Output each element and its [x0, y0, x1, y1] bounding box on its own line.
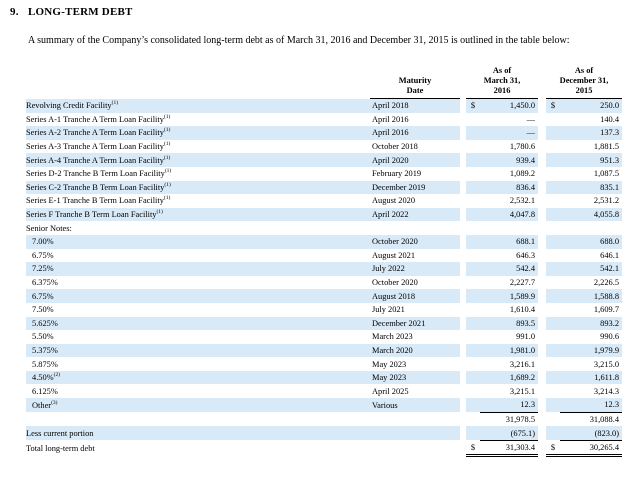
table-row — [26, 181, 622, 195]
footnote-marker: (1) — [163, 195, 171, 202]
row-dollar-2016: $ — [466, 99, 480, 113]
row-value-2016: 31,978.5 — [505, 414, 536, 424]
row-dollar-2016 — [466, 371, 480, 385]
row-maturity-date — [370, 440, 460, 456]
row-description: 5.625% — [26, 317, 370, 331]
row-dollar-2015 — [546, 384, 560, 398]
row-maturity-date: April 2018 — [370, 99, 460, 113]
header-march-2016: As of March 31, 2016 — [466, 66, 538, 99]
row-dollar-2016 — [466, 357, 480, 371]
row-dollar-2015 — [546, 426, 560, 440]
row-value-2015: 1,588.8 — [560, 289, 622, 303]
row-description — [26, 412, 370, 426]
row-dollar-2015 — [546, 126, 560, 140]
footnote-marker: (1) — [163, 154, 171, 161]
table-row — [26, 126, 622, 140]
row-value-2016: 646.3 — [516, 250, 536, 260]
row-description: 6.125% — [32, 386, 58, 396]
row-description: 5.50% — [32, 332, 54, 342]
row-dollar-2016 — [466, 289, 480, 303]
table-row — [26, 384, 622, 398]
row-description: 6.375% — [32, 278, 58, 288]
row-value-2015: 1,609.7 — [593, 305, 620, 315]
row-value-2016: 31,303.4 — [480, 440, 538, 456]
row-gap — [538, 426, 546, 440]
row-value-2016: 1,981.0 — [480, 344, 538, 358]
footnote-marker: (1) — [156, 209, 163, 216]
row-dollar-2015 — [546, 303, 560, 317]
row-gap — [538, 249, 546, 263]
row-value-2016: 1,780.6 — [509, 142, 536, 152]
row-description: Other$^{(3)}$ — [26, 398, 370, 412]
row-value-2016: (675.1) — [480, 426, 538, 440]
row-gap — [538, 221, 546, 235]
section-heading — [10, 6, 133, 18]
row-dollar-2015 — [546, 330, 560, 344]
row-value-2016: 3,215.1 — [509, 386, 536, 396]
row-value-2016: 2,532.1 — [509, 196, 536, 206]
row-dollar-2016 — [466, 412, 480, 426]
row-value-2015 — [560, 221, 622, 235]
row-dollar-2015 — [546, 249, 560, 263]
row-dollar-2016 — [466, 398, 480, 412]
row-description: 7.00% — [26, 235, 370, 249]
row-description: Revolving Credit Facility$^{(1)}$ — [26, 99, 370, 113]
footnote-marker: (1) — [163, 127, 171, 134]
row-gap — [538, 167, 546, 181]
row-maturity-date: August 2020 — [372, 196, 416, 206]
row-gap — [538, 412, 546, 426]
row-value-2016: — — [526, 114, 536, 124]
row-maturity-date: March 2023 — [372, 332, 413, 342]
row-dollar-2016 — [466, 140, 480, 154]
row-dollar-2016 — [466, 262, 480, 276]
row-dollar-2016 — [466, 194, 480, 208]
table-row — [26, 194, 622, 208]
row-description: Total long-term debt — [26, 443, 95, 453]
row-dollar-2016 — [466, 317, 480, 331]
table-row — [26, 289, 622, 303]
table-row — [26, 276, 622, 290]
row-description: 7.50% — [32, 305, 54, 315]
row-dollar-2015 — [546, 398, 560, 412]
row-gap — [538, 398, 546, 412]
row-maturity-date: October 2018 — [372, 142, 418, 152]
row-dollar-2016 — [466, 384, 480, 398]
row-description: Series F Tranche B Term Loan Facility$^{(1)}$ — [26, 208, 370, 222]
row-maturity-date: May 2023 — [370, 371, 460, 385]
row-value-2015: 893.2 — [560, 317, 622, 331]
long-term-debt-table — [26, 66, 622, 457]
header-description — [26, 66, 370, 99]
row-gap — [538, 357, 546, 371]
row-description: 5.875% — [32, 359, 58, 369]
row-gap — [538, 289, 546, 303]
row-value-2015: 137.3 — [560, 126, 622, 140]
footnote-marker: (3) — [51, 399, 58, 406]
table-row — [26, 344, 622, 358]
row-maturity-date: August 2018 — [370, 289, 460, 303]
row-description: 6.75% — [26, 289, 370, 303]
row-dollar-2015 — [546, 371, 560, 385]
table-row — [26, 167, 622, 181]
row-value-2016: 1,689.2 — [480, 371, 538, 385]
section-number: 9. — [10, 6, 19, 18]
row-dollar-2015 — [546, 357, 560, 371]
row-value-2015: 4,055.8 — [560, 208, 622, 222]
row-dollar-2015 — [546, 262, 560, 276]
row-description: 6.75% — [32, 250, 54, 260]
row-value-2016: 3,216.1 — [509, 359, 536, 369]
row-dollar-2015 — [546, 181, 560, 195]
row-maturity-date: May 2023 — [372, 359, 407, 369]
row-value-2015: 1,979.9 — [560, 344, 622, 358]
row-maturity-date: February 2019 — [372, 169, 422, 179]
table-row — [26, 357, 622, 371]
row-maturity-date: October 2020 — [372, 278, 418, 288]
row-value-2015: 646.1 — [600, 250, 620, 260]
row-dollar-2015 — [546, 153, 560, 167]
row-dollar-2015 — [546, 412, 560, 426]
row-gap — [538, 371, 546, 385]
footnote-marker: (1) — [163, 114, 171, 121]
header-gap — [538, 66, 546, 99]
row-value-2015: 140.4 — [600, 114, 620, 124]
row-dollar-2015 — [546, 289, 560, 303]
table-row — [26, 262, 622, 276]
row-maturity-date: December 2019 — [370, 181, 460, 195]
row-dollar-2015 — [546, 194, 560, 208]
row-gap — [538, 344, 546, 358]
row-value-2015: 2,531.2 — [593, 196, 620, 206]
row-dollar-2015 — [546, 317, 560, 331]
row-maturity-date: April 2020 — [370, 153, 460, 167]
row-gap — [538, 140, 546, 154]
row-value-2016: 893.5 — [480, 317, 538, 331]
row-value-2015: 3,215.0 — [593, 359, 620, 369]
table-row — [26, 113, 622, 127]
row-gap — [538, 317, 546, 331]
row-maturity-date: April 2016 — [372, 114, 409, 124]
row-value-2016: 939.4 — [480, 153, 538, 167]
row-maturity-date: Various — [370, 398, 460, 412]
row-value-2016 — [480, 221, 538, 235]
table-row — [26, 398, 622, 412]
row-dollar-2016 — [466, 167, 480, 181]
table-row — [26, 440, 622, 456]
row-value-2015: 990.6 — [600, 332, 620, 342]
row-description: Series A-3 Tranche A Term Loan Facility$^{(1)}$ — [26, 141, 171, 152]
row-gap — [538, 330, 546, 344]
row-dollar-2015 — [546, 140, 560, 154]
row-maturity-date: October 2020 — [370, 235, 460, 249]
table-row — [26, 330, 622, 344]
row-value-2016: 1,089.2 — [509, 169, 536, 179]
table-row — [26, 99, 622, 113]
row-dollar-2016 — [466, 153, 480, 167]
row-dollar-2016 — [466, 249, 480, 263]
row-gap — [538, 181, 546, 195]
row-dollar-2016 — [466, 344, 480, 358]
row-gap — [538, 194, 546, 208]
row-description: 4.50%$^{(2)}$ — [26, 371, 370, 385]
row-maturity-date: December 2021 — [370, 317, 460, 331]
intro-paragraph: A summary of the Company’s consolidated long-term debt as of March 31, 2016 and December 31, 2015 is outlined in the table below: — [28, 35, 570, 46]
table-row — [26, 221, 622, 235]
row-value-2016: 12.3 — [480, 398, 538, 412]
row-gap — [538, 440, 546, 456]
row-value-2016: 2,227.7 — [509, 278, 536, 288]
row-description: Less current portion — [26, 426, 370, 440]
row-description: 7.25% — [26, 262, 370, 276]
header-maturity-date: Maturity Date — [370, 66, 460, 99]
table-row — [26, 235, 622, 249]
row-gap — [538, 262, 546, 276]
row-value-2016: 1,610.4 — [509, 305, 536, 315]
row-dollar-2016 — [466, 181, 480, 195]
row-value-2016: 1,589.9 — [480, 289, 538, 303]
row-dollar-2016 — [466, 426, 480, 440]
row-maturity-date: March 2020 — [370, 344, 460, 358]
row-dollar-2016 — [466, 113, 480, 127]
footnote-marker: (2) — [53, 372, 61, 379]
row-value-2015: (823.0) — [560, 426, 622, 440]
row-gap — [538, 113, 546, 127]
row-gap — [538, 303, 546, 317]
row-value-2015: 1,087.5 — [593, 169, 620, 179]
row-value-2016: — — [480, 126, 538, 140]
row-dollar-2016 — [466, 126, 480, 140]
row-maturity-date — [370, 426, 460, 440]
row-value-2015: 835.1 — [560, 181, 622, 195]
row-description: Series A-4 Tranche A Term Loan Facility$^{(1)}$ — [26, 153, 370, 167]
row-maturity-date: August 2021 — [372, 250, 416, 260]
footnote-marker: (1) — [111, 100, 119, 107]
table-row — [26, 317, 622, 331]
row-maturity-date: July 2022 — [370, 262, 460, 276]
table-row — [26, 249, 622, 263]
row-value-2015: 951.3 — [560, 153, 622, 167]
table-row — [26, 426, 622, 440]
row-dollar-2016 — [466, 330, 480, 344]
table-body — [26, 99, 622, 456]
row-maturity-date: April 2022 — [370, 208, 460, 222]
row-gap — [538, 276, 546, 290]
header-december-2015: As of December 31, 2015 — [546, 66, 622, 99]
row-dollar-2015: $ — [546, 99, 560, 113]
row-dollar-2016 — [466, 276, 480, 290]
row-value-2016: 542.4 — [480, 262, 538, 276]
row-value-2015: 12.3 — [560, 398, 622, 412]
row-gap — [538, 99, 546, 113]
row-gap — [538, 384, 546, 398]
row-gap — [538, 235, 546, 249]
row-description: Series C-2 Tranche B Term Loan Facility$^{(1)}$ — [26, 181, 370, 195]
row-description: 5.375% — [26, 344, 370, 358]
row-dollar-2015: $ — [546, 440, 560, 456]
row-value-2015: 31,088.4 — [589, 414, 620, 424]
row-maturity-date: July 2021 — [372, 305, 405, 315]
row-dollar-2015 — [546, 276, 560, 290]
footnote-marker: (1) — [164, 168, 172, 175]
table-row — [26, 153, 622, 167]
row-description: Senior Notes: — [26, 223, 72, 233]
row-dollar-2015 — [546, 113, 560, 127]
row-dollar-2015 — [546, 167, 560, 181]
row-dollar-2016 — [466, 235, 480, 249]
row-gap — [538, 126, 546, 140]
row-dollar-2016 — [466, 208, 480, 222]
row-value-2015: 688.0 — [560, 235, 622, 249]
row-dollar-2015 — [546, 208, 560, 222]
row-value-2015: 3,214.3 — [593, 386, 620, 396]
table-row — [26, 208, 622, 222]
row-gap — [538, 153, 546, 167]
row-maturity-date — [370, 412, 460, 426]
section-title: LONG-TERM DEBT — [28, 6, 133, 18]
row-value-2016: 1,450.0 — [480, 99, 538, 113]
row-description: Series A-1 Tranche A Term Loan Facility$^{(1)}$ — [26, 114, 171, 124]
row-dollar-2015 — [546, 221, 560, 235]
long-term-debt-table-container — [26, 66, 622, 457]
row-dollar-2015 — [546, 235, 560, 249]
row-value-2016: 688.1 — [480, 235, 538, 249]
row-description: Series E-1 Tranche B Term Loan Facility$^{(1)}$ — [26, 195, 171, 206]
table-header-row — [26, 66, 622, 99]
row-value-2015: 1,881.5 — [593, 142, 620, 152]
table-row — [26, 303, 622, 317]
row-value-2016: 836.4 — [480, 181, 538, 195]
row-maturity-date — [370, 221, 460, 235]
row-gap — [538, 208, 546, 222]
row-description: Series D-2 Tranche B Term Loan Facility$^{(1)}$ — [26, 168, 172, 179]
row-value-2015: 542.1 — [560, 262, 622, 276]
row-value-2015: 1,611.8 — [560, 371, 622, 385]
table-row — [26, 412, 622, 426]
row-value-2015: 2,226.5 — [593, 278, 620, 288]
row-value-2016: 4,047.8 — [480, 208, 538, 222]
row-dollar-2015 — [546, 344, 560, 358]
row-value-2015: 30,265.4 — [560, 440, 622, 456]
footnote-marker: (1) — [164, 182, 171, 189]
row-description: Series A-2 Tranche A Term Loan Facility$^{(1)}$ — [26, 126, 370, 140]
row-maturity-date: April 2025 — [372, 386, 409, 396]
table-row — [26, 371, 622, 385]
table-row — [26, 140, 622, 154]
row-dollar-2016: $ — [466, 440, 480, 456]
row-value-2015: 250.0 — [560, 99, 622, 113]
row-value-2016: 991.0 — [516, 332, 536, 342]
footnote-marker: (1) — [163, 141, 171, 148]
row-maturity-date: April 2016 — [370, 126, 460, 140]
row-dollar-2016 — [466, 303, 480, 317]
row-dollar-2016 — [466, 221, 480, 235]
